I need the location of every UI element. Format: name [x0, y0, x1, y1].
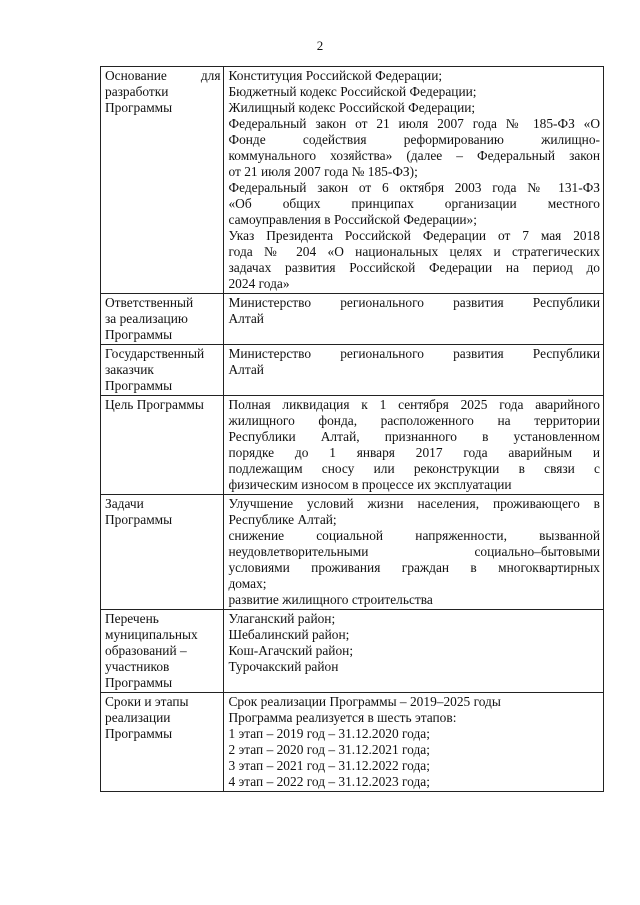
passport-row-value — [224, 294, 604, 345]
value-line: Указ Президента Российской Федерации от 7 мая 2018 — [228, 228, 600, 243]
value-line: задачах развития Российской Федерации на период до — [228, 260, 600, 275]
label-line: Ответственный — [105, 295, 194, 310]
passport-row-value — [224, 396, 604, 495]
label-line: муниципальных — [105, 627, 198, 642]
value-line: развитие жилищного строительства — [228, 592, 433, 607]
passport-row — [101, 396, 604, 495]
value-line: физическим износом в процессе их эксплуатации — [228, 477, 512, 492]
label-line: реализации — [105, 710, 171, 725]
label-line: образований – — [105, 643, 187, 658]
value-line: Алтай — [228, 311, 264, 326]
value-line: неудовлетворительными социально–бытовыми — [228, 544, 600, 559]
passport-row-label — [101, 495, 224, 610]
passport-row-value — [224, 693, 604, 792]
label-line: Задачи — [105, 496, 144, 511]
value-line: Министерство регионального развития Республики — [228, 295, 600, 310]
label-line: заказчик — [105, 362, 154, 377]
value-line: Кош-Агачский район; — [228, 643, 354, 658]
label-line: Основание для — [105, 68, 221, 83]
value-line: года № 204 «О национальных целях и стратегических — [228, 244, 600, 259]
label-line: Программы — [105, 512, 173, 527]
page-number: 2 — [316, 38, 324, 53]
value-line: Программа реализуется в шесть этапов: — [228, 710, 457, 725]
label-line: Цель Программы — [105, 397, 204, 412]
value-line: 2 этап – 2020 год – 31.12.2021 года; — [228, 742, 430, 757]
value-line: 2024 года» — [228, 276, 290, 291]
value-line: самоуправления в Российской Федерации»; — [228, 212, 477, 227]
value-line: Срок реализации Программы – 2019–2025 годы — [228, 694, 501, 709]
label-line: Государственный — [105, 346, 205, 361]
program-passport-table — [100, 66, 604, 792]
value-line: 3 этап – 2021 год – 31.12.2022 года; — [228, 758, 430, 773]
label-line: за реализацию — [105, 311, 188, 326]
value-line: порядке до 1 января 2017 года аварийным и — [228, 445, 600, 460]
value-line: домах; — [228, 576, 267, 591]
value-line: коммунального хозяйства» (далее – Федеральный закон — [228, 148, 600, 163]
value-line: от 21 июля 2007 года № 185-ФЗ); — [228, 164, 418, 179]
value-line: 4 этап – 2022 год – 31.12.2023 года; — [228, 774, 430, 789]
passport-row-value — [224, 67, 604, 294]
passport-row — [101, 67, 604, 294]
label-line: Программы — [105, 327, 173, 342]
passport-row-value — [224, 495, 604, 610]
value-line: Улаганский район; — [228, 611, 336, 626]
value-line: Улучшение условий жизни населения, проживающего в — [228, 496, 600, 511]
label-line: Программы — [105, 378, 173, 393]
value-line: Конституция Российской Федерации; — [228, 68, 443, 83]
value-line: Шебалинский район; — [228, 627, 350, 642]
passport-row — [101, 495, 604, 610]
passport-row-label — [101, 610, 224, 693]
value-line: Алтай — [228, 362, 264, 377]
value-line: подлежащим сносу или реконструкции в связи с — [228, 461, 600, 476]
value-line: условиями проживания граждан в многоквартирных — [228, 560, 600, 575]
passport-row-value — [224, 345, 604, 396]
passport-row — [101, 693, 604, 792]
value-line: Федеральный закон от 21 июля 2007 года № 185-ФЗ «О — [228, 116, 600, 131]
value-line: Республике Алтай; — [228, 512, 337, 527]
value-line: Жилищный кодекс Российской Федерации; — [228, 100, 476, 115]
value-line: Федеральный закон от 6 октября 2003 года № 131-ФЗ — [228, 180, 600, 195]
passport-row-value — [224, 610, 604, 693]
value-line: Бюджетный кодекс Российской Федерации; — [228, 84, 477, 99]
passport-row-label — [101, 396, 224, 495]
label-line: Программы — [105, 100, 173, 115]
value-line: «Об общих принципах организации местного — [228, 196, 600, 211]
label-line: участников — [105, 659, 170, 674]
label-line: Программы — [105, 675, 173, 690]
passport-row — [101, 610, 604, 693]
passport-row-label — [101, 67, 224, 294]
value-line: снижение социальной напряженности, вызванной — [228, 528, 600, 543]
value-line: Фонде содействия реформированию жилищно- — [228, 132, 600, 147]
value-line: Республики Алтай, признанного в установленном — [228, 429, 600, 444]
passport-table-body — [101, 67, 604, 792]
value-line: Полная ликвидация к 1 сентября 2025 года аварийного — [228, 397, 600, 412]
passport-row — [101, 345, 604, 396]
passport-row-label — [101, 294, 224, 345]
label-line: Перечень — [105, 611, 159, 626]
value-line: Турочакский район — [228, 659, 339, 674]
label-line: Сроки и этапы — [105, 694, 189, 709]
label-line: Программы — [105, 726, 173, 741]
value-line: Министерство регионального развития Республики — [228, 346, 600, 361]
passport-row-label — [101, 693, 224, 792]
value-line: жилищного фонда, расположенного на территории — [228, 413, 600, 428]
passport-row-label — [101, 345, 224, 396]
label-line: разработки — [105, 84, 169, 99]
value-line: 1 этап – 2019 год – 31.12.2020 года; — [228, 726, 430, 741]
passport-row — [101, 294, 604, 345]
